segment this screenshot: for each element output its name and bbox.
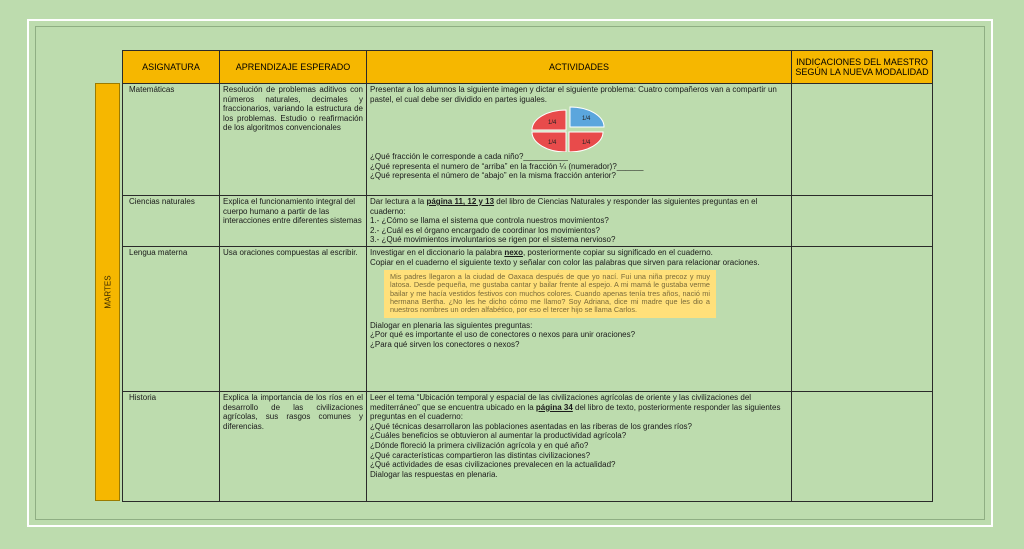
ciencias-question-2: 2.- ¿Cuál es el órgano encargado de coordinar los movimientos? [370, 225, 600, 235]
historia-question-5: ¿Qué actividades de esas civilizaciones prevalecen en la actualidad? [370, 460, 616, 470]
header-row [123, 51, 933, 84]
pie-label-2: 1/4 [582, 116, 591, 123]
indications-historia [792, 391, 933, 501]
header-aprendizaje: APRENDIZAJE ESPERADO [220, 51, 367, 84]
math-question-1: ¿Qué fracción le corresponde a cada niño?__________ [370, 152, 568, 162]
activities-ciencias [367, 196, 792, 247]
pie-label-4: 1/4 [582, 140, 591, 147]
learning-lengua: Usa oraciones compuestas al escribir. [220, 246, 367, 391]
historia-question-6: Dialogar las respuestas en plenaria. [370, 469, 498, 479]
learning-ciencias: Explica el funcionamiento integral del cuerpo humano a partir de las interacciones entre diferentes sistemas [220, 196, 367, 247]
indications-matematicas [792, 84, 933, 196]
learning-matematicas: Resolución de problemas aditivos con números naturales, decimales y fraccionarios, variando la estructura de los problemas. Estudio o reafirmación de los algoritmos convencionales [220, 84, 367, 196]
indications-ciencias [792, 196, 933, 247]
lengua-instr1-pre: Investigar en el diccionario la palabra [370, 247, 505, 257]
lengua-instruction-1 [370, 248, 788, 258]
pie-figure [370, 104, 788, 152]
lengua-instruction-3: Dialogar en plenaria las siguientes preguntas: [370, 320, 533, 330]
lengua-word-nexo: nexo [504, 247, 523, 257]
day-label: MARTES [103, 275, 112, 309]
ciencias-question-3: 3.- ¿Qué movimientos involuntarios se rigen por el sistema nervioso? [370, 235, 616, 245]
learning-historia: Explica la importancia de los ríos en el desarrollo de las civilizaciones agrícolas, sus rasgos comunes y diferencias. [220, 391, 367, 501]
subject-historia: Historia [123, 391, 220, 501]
ciencias-question-1: 1.- ¿Cómo se llama el sistema que controla nuestros movimientos? [370, 216, 609, 226]
header-indicaciones: INDICACIONES DEL MAESTRO SEGÚN LA NUEVA MODALIDAD [792, 51, 933, 84]
historia-instr-pre: Leer el tema “Ubicación temporal y espacial de las civilizaciones agrícolas de oriente y las civilizaciones del mediterráneo” que se encuentra ubicado en la [370, 392, 752, 412]
math-intro: Presentar a los alumnos la siguiente imagen y dictar el siguiente problema: Cuatro compañeros van a compartir un pastel, el cual debe ser dividido en partes iguales. [370, 85, 777, 104]
pie-chart [512, 106, 622, 152]
ciencias-pages-link: página 11, 12 y 13 [426, 197, 495, 206]
day-bar [95, 83, 120, 501]
lesson-plan-table [122, 50, 933, 502]
pie-label-1: 1/4 [548, 120, 557, 127]
reading-passage: Mis padres llegaron a la ciudad de Oaxaca después de que yo nací. Fui una niña precoz y muy latosa. Desde pequeña, me gustaba cantar y bailar frente al espejo. A mi mamá le gustaba verme bailar y me hacía vestidos festivos con muchos colores. Cuando apenas tenía tres años, nació mi hermana Bertha. ¿No les he dicho cómo me llamo? Soy Adriana, dice mi madre que les dio a nuestros nombres un orden alfabético, por eso el tercer hijo se llama Carlos. [384, 270, 716, 317]
ciencias-instr-post: del libro de Ciencias Naturales y responder las siguientes preguntas en el cuaderno: [370, 197, 758, 216]
header-actividades: ACTIVIDADES [367, 51, 792, 84]
historia-question-1: ¿Qué técnicas desarrollaron las poblaciones asentadas en las riberas de los grandes ríos? [370, 421, 692, 431]
pie-label-3: 1/4 [548, 140, 557, 147]
header-asignatura: ASIGNATURA [123, 51, 220, 84]
historia-question-4: ¿Qué características compartieron las distintas civilizaciones? [370, 450, 591, 460]
lengua-instruction-2: Copiar en el cuaderno el siguiente texto y señalar con color las palabras que sirven para relacionar oraciones. [370, 257, 760, 267]
ciencias-instructions [370, 197, 788, 216]
subject-ciencias: Ciencias naturales [123, 196, 220, 247]
historia-instr-post: del libro de texto, posteriormente responder las siguientes preguntas en el cuaderno: [370, 402, 781, 422]
indications-lengua [792, 246, 933, 391]
row-matematicas [123, 84, 933, 196]
activities-historia [367, 391, 792, 501]
math-question-2: ¿Qué representa el numero de “arriba” en la fracción ¼ (numerador)?______ [370, 161, 644, 171]
activities-lengua [367, 246, 792, 391]
subject-matematicas: Matemáticas [123, 84, 220, 196]
historia-question-3: ¿Dónde floreció la primera civilización agrícola y en qué año? [370, 440, 589, 450]
historia-instructions [370, 393, 788, 422]
ciencias-instr-pre: Dar lectura a la [370, 197, 427, 206]
historia-page-link: página 34 [535, 402, 573, 412]
lengua-question-1: ¿Por qué es importante el uso de conectores o nexos para unir oraciones? [370, 330, 636, 340]
math-question-3: ¿Qué representa el número de “abajo” en la misma fracción anterior? [370, 171, 616, 181]
lengua-question-2: ¿Para qué sirven los conectores o nexos? [370, 339, 520, 349]
row-historia [123, 391, 933, 501]
row-lengua [123, 246, 933, 391]
lengua-instr1-post: , posteriormente copiar su significado en el cuaderno. [522, 247, 713, 257]
row-ciencias [123, 196, 933, 247]
subject-lengua: Lengua materna [123, 246, 220, 391]
activities-matematicas [367, 84, 792, 196]
historia-question-2: ¿Cuáles beneficios se obtuvieron al aumentar la productividad agrícola? [370, 431, 627, 441]
